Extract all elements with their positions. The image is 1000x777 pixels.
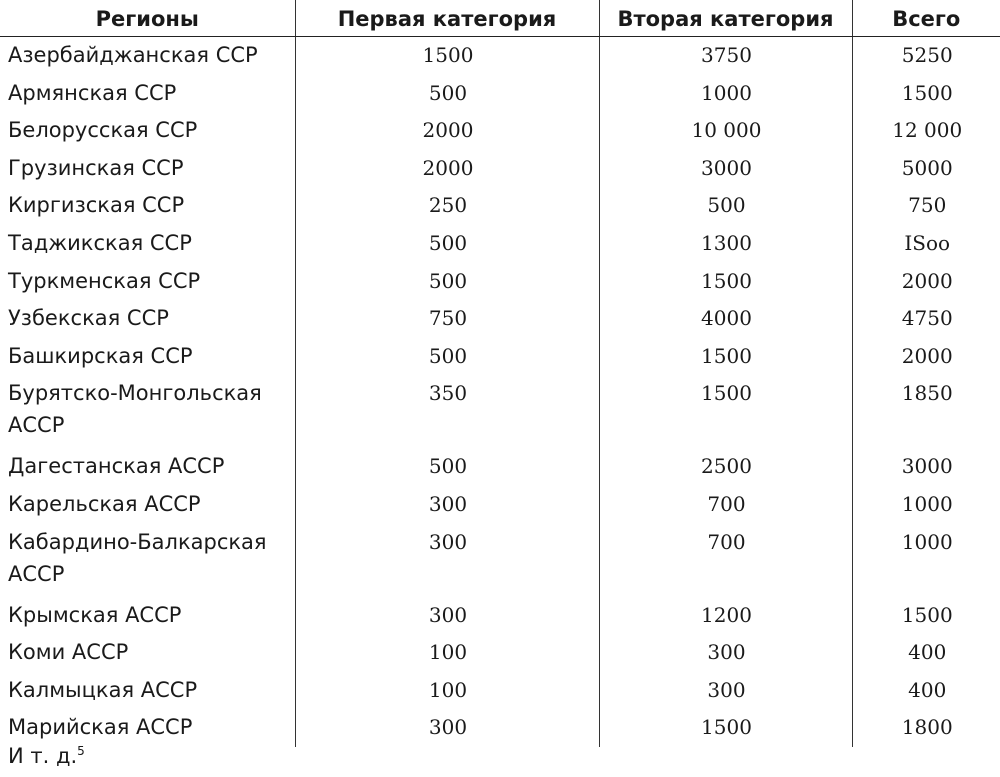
header-total: Всего <box>852 0 1000 37</box>
cell-first-category: 100 <box>295 634 599 672</box>
table-row <box>0 375 1000 448</box>
table-row <box>0 300 1000 338</box>
cell-total: 400 <box>852 634 1000 672</box>
cell-total: 3000 <box>852 448 1000 486</box>
table-row <box>0 75 1000 113</box>
cell-region: Азербайджанская ССР <box>8 43 258 67</box>
cell-total: 5250 <box>852 37 1000 75</box>
cell-second-category: 1500 <box>599 338 852 376</box>
header-first-category: Первая категория <box>295 0 599 37</box>
cell-first-category: 100 <box>295 672 599 710</box>
cell-region: Узбекская ССР <box>8 306 169 331</box>
cell-total: 12 000 <box>852 112 1000 150</box>
cell-region: Коми АССР <box>8 640 129 665</box>
table-header <box>0 0 1000 37</box>
cell-region: Кабардино-Балкарская АССР <box>8 529 267 586</box>
cell-second-category: 300 <box>599 672 852 710</box>
cell-first-category: 300 <box>295 709 599 747</box>
cell-first-category: 750 <box>295 300 599 338</box>
cell-total: 5000 <box>852 150 1000 188</box>
cell-total: 1000 <box>852 524 1000 597</box>
cell-region: Калмыцкая АССР <box>8 677 198 702</box>
cell-second-category: 3000 <box>599 150 852 188</box>
table-row <box>0 486 1000 524</box>
cell-first-category: 2000 <box>295 150 599 188</box>
cell-region: Туркменская ССР <box>8 268 201 293</box>
cell-first-category: 250 <box>295 187 599 225</box>
table-body <box>0 37 1000 747</box>
cell-region: Таджикская ССР <box>8 230 192 255</box>
cell-first-category: 2000 <box>295 112 599 150</box>
cell-second-category: 500 <box>599 187 852 225</box>
cell-total: 400 <box>852 672 1000 710</box>
footnote <box>8 741 85 771</box>
cell-second-category: 4000 <box>599 300 852 338</box>
header-second-category: Вторая категория <box>599 0 852 37</box>
footnote-marker: 5 <box>77 744 85 758</box>
table-row <box>0 338 1000 376</box>
cell-region: Киргизская ССР <box>8 193 185 218</box>
cell-second-category: 1500 <box>599 709 852 747</box>
cell-region: Карельская АССР <box>8 491 201 516</box>
cell-second-category: 3750 <box>599 37 852 75</box>
cell-total: 1500 <box>852 75 1000 113</box>
header-row <box>0 0 1000 37</box>
cell-first-category: 500 <box>295 448 599 486</box>
cell-second-category: 700 <box>599 524 852 597</box>
table-row <box>0 112 1000 150</box>
cell-second-category: 700 <box>599 486 852 524</box>
footnote-text: И т. д. <box>8 744 78 768</box>
cell-total: 1000 <box>852 486 1000 524</box>
cell-first-category: 1500 <box>295 37 599 75</box>
cell-total: 2000 <box>852 263 1000 301</box>
cell-second-category: 10 000 <box>599 112 852 150</box>
table-row <box>0 597 1000 635</box>
cell-region: Марийская АССР <box>8 715 193 740</box>
cell-second-category: 1500 <box>599 375 852 448</box>
table-row <box>0 225 1000 263</box>
cell-region: Белорусская ССР <box>8 118 198 143</box>
cell-total: 4750 <box>852 300 1000 338</box>
cell-first-category: 300 <box>295 486 599 524</box>
cell-total: 1500 <box>852 597 1000 635</box>
cell-second-category: 2500 <box>599 448 852 486</box>
table-row <box>0 187 1000 225</box>
cell-first-category: 500 <box>295 263 599 301</box>
cell-second-category: 1200 <box>599 597 852 635</box>
cell-first-category: 500 <box>295 225 599 263</box>
cell-first-category: 500 <box>295 75 599 113</box>
cell-first-category: 300 <box>295 597 599 635</box>
cell-first-category: 350 <box>295 375 599 448</box>
cell-region: Армянская ССР <box>8 80 177 105</box>
cell-first-category: 500 <box>295 338 599 376</box>
cell-second-category: 1300 <box>599 225 852 263</box>
table-row <box>0 709 1000 747</box>
cell-region: Грузинская ССР <box>8 155 184 180</box>
table-row <box>0 263 1000 301</box>
cell-total: 1800 <box>852 709 1000 747</box>
table-row <box>0 524 1000 597</box>
header-regions: Регионы <box>0 0 295 37</box>
table-row <box>0 634 1000 672</box>
cell-total: 1850 <box>852 375 1000 448</box>
table-row <box>0 448 1000 486</box>
cell-second-category: 1000 <box>599 75 852 113</box>
table-row <box>0 150 1000 188</box>
cell-region: Дагестанская АССР <box>8 454 225 479</box>
cell-second-category: 1500 <box>599 263 852 301</box>
table-row <box>0 37 1000 75</box>
cell-region: Крымская АССР <box>8 602 182 627</box>
table-row <box>0 672 1000 710</box>
cell-total: 750 <box>852 187 1000 225</box>
cell-region: Башкирская ССР <box>8 343 193 368</box>
cell-first-category: 300 <box>295 524 599 597</box>
cell-second-category: 300 <box>599 634 852 672</box>
cell-total: ISoo <box>852 225 1000 263</box>
cell-total: 2000 <box>852 338 1000 376</box>
cell-region: Бурятско-Монгольская АССР <box>8 381 262 438</box>
